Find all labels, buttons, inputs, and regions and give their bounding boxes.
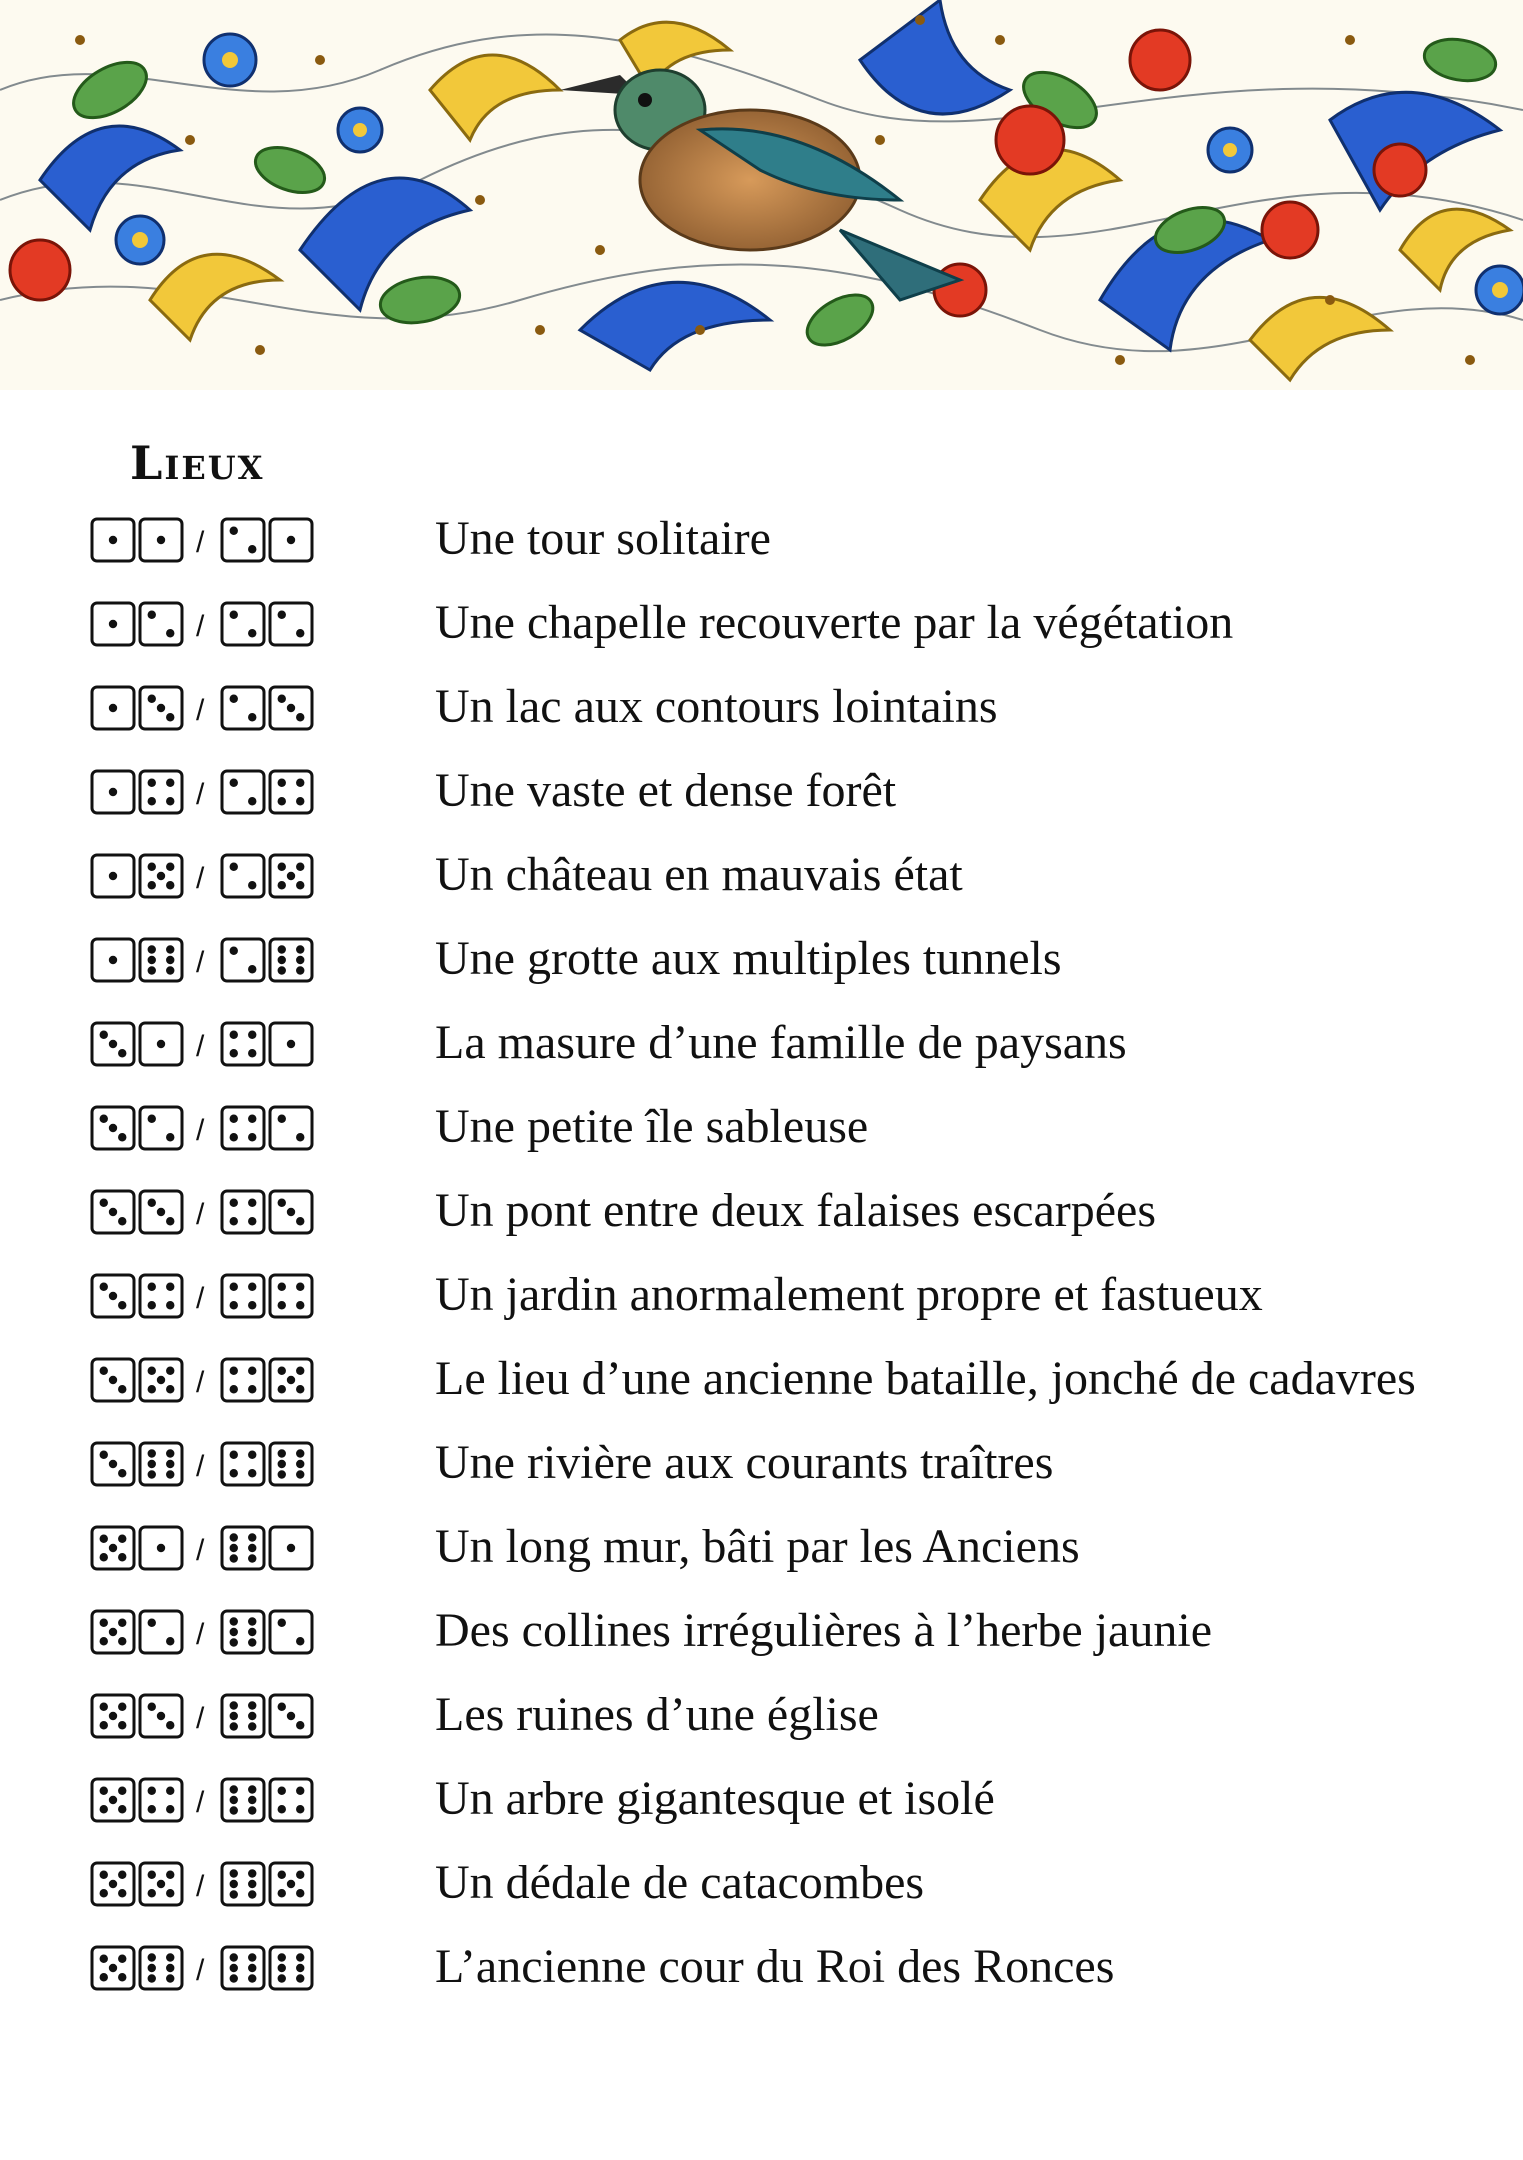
- die-face-icon: [222, 771, 264, 813]
- die-face-icon: [270, 939, 312, 981]
- illuminated-floral-banner: [0, 0, 1523, 390]
- dice-icons: [90, 1356, 350, 1406]
- die-face-icon: [270, 1527, 312, 1569]
- dice-icons: [90, 1944, 350, 1994]
- dice-icons: [90, 768, 350, 818]
- die-face-icon: [222, 1191, 264, 1233]
- dice-icons: [90, 1776, 350, 1826]
- dice-icons: [90, 852, 350, 902]
- die-face-icon: [140, 1191, 182, 1233]
- separator: /: [196, 1366, 205, 1399]
- separator: /: [196, 1282, 205, 1315]
- separator: /: [196, 1702, 205, 1735]
- dice-combination: [90, 1844, 435, 1928]
- dice-icons: [90, 1860, 350, 1910]
- die-face-icon: [140, 603, 182, 645]
- die-face-icon: [270, 1695, 312, 1737]
- location-label: Le lieu d’une ancienne bataille, jonché de cadavres: [435, 1352, 1416, 1405]
- die-face-icon: [270, 771, 312, 813]
- die-face-icon: [270, 519, 312, 561]
- dice-combination: [90, 500, 435, 584]
- table-row: [90, 1844, 1470, 1928]
- die-face-icon: [222, 939, 264, 981]
- table-row: [90, 1340, 1470, 1424]
- location-label: Des collines irrégulières à l’herbe jaunie: [435, 1604, 1212, 1657]
- location-label: Une rivière aux courants traîtres: [435, 1436, 1054, 1489]
- die-face-icon: [270, 1107, 312, 1149]
- die-face-icon: [270, 1275, 312, 1317]
- die-face-icon: [92, 771, 134, 813]
- dice-combination: [90, 668, 435, 752]
- dice-icons: [90, 516, 350, 566]
- dice-icons: [90, 600, 350, 650]
- die-face-icon: [222, 1527, 264, 1569]
- location-label: Un dédale de catacombes: [435, 1856, 925, 1909]
- dice-icons: [90, 1608, 350, 1658]
- die-face-icon: [270, 1191, 312, 1233]
- separator: /: [196, 1198, 205, 1231]
- table-row: [90, 1256, 1470, 1340]
- dice-combination: [90, 1424, 435, 1508]
- die-face-icon: [92, 1947, 134, 1989]
- die-face-icon: [92, 1611, 134, 1653]
- table-row: [90, 836, 1470, 920]
- table-row: [90, 752, 1470, 836]
- separator: /: [196, 1954, 205, 1987]
- die-face-icon: [140, 1947, 182, 1989]
- dice-combination: [90, 836, 435, 920]
- die-face-icon: [222, 1275, 264, 1317]
- location-label: Les ruines d’une église: [435, 1688, 879, 1741]
- table-row: [90, 668, 1470, 752]
- table-row: [90, 1508, 1470, 1592]
- die-face-icon: [140, 519, 182, 561]
- die-face-icon: [92, 1443, 134, 1485]
- separator: /: [196, 610, 205, 643]
- table-row: [90, 500, 1470, 584]
- die-face-icon: [92, 1695, 134, 1737]
- die-face-icon: [222, 1359, 264, 1401]
- table-row: [90, 1676, 1470, 1760]
- locations-table: [90, 500, 1470, 2012]
- location-label: Un arbre gigantesque et isolé: [435, 1772, 995, 1825]
- separator: /: [196, 1114, 205, 1147]
- die-face-icon: [222, 1779, 264, 1821]
- die-face-icon: [140, 1527, 182, 1569]
- die-face-icon: [222, 855, 264, 897]
- dice-combination: [90, 1172, 435, 1256]
- die-face-icon: [92, 519, 134, 561]
- die-face-icon: [270, 1611, 312, 1653]
- dice-icons: [90, 684, 350, 734]
- die-face-icon: [222, 687, 264, 729]
- page-title: Lieux: [130, 436, 265, 490]
- die-face-icon: [222, 1695, 264, 1737]
- dice-combination: [90, 1004, 435, 1088]
- dice-combination: [90, 584, 435, 668]
- die-face-icon: [270, 603, 312, 645]
- location-label: Une chapelle recouverte par la végétation: [435, 596, 1234, 649]
- separator: /: [196, 1534, 205, 1567]
- location-label: Un château en mauvais état: [435, 848, 963, 901]
- dice-combination: [90, 1508, 435, 1592]
- die-face-icon: [270, 855, 312, 897]
- die-face-icon: [140, 1443, 182, 1485]
- separator: /: [196, 946, 205, 979]
- die-face-icon: [222, 603, 264, 645]
- die-face-icon: [222, 1863, 264, 1905]
- separator: /: [196, 778, 205, 811]
- die-face-icon: [222, 1107, 264, 1149]
- dice-icons: [90, 1188, 350, 1238]
- dice-icons: [90, 1272, 350, 1322]
- floral-bird-illustration: [0, 0, 1523, 390]
- dice-combination: [90, 1088, 435, 1172]
- die-face-icon: [140, 771, 182, 813]
- die-face-icon: [140, 1359, 182, 1401]
- dice-icons: [90, 1692, 350, 1742]
- die-face-icon: [222, 1023, 264, 1065]
- separator: /: [196, 694, 205, 727]
- separator: /: [196, 1030, 205, 1063]
- dice-combination: [90, 1340, 435, 1424]
- die-face-icon: [140, 687, 182, 729]
- dice-icons: [90, 1104, 350, 1154]
- location-label: Une petite île sableuse: [435, 1100, 869, 1153]
- location-label: Un pont entre deux falaises escarpées: [435, 1184, 1157, 1237]
- dice-icons: [90, 1440, 350, 1490]
- location-label: Une vaste et dense forêt: [435, 764, 897, 817]
- table-row: [90, 1592, 1470, 1676]
- die-face-icon: [92, 603, 134, 645]
- location-label: La masure d’une famille de paysans: [435, 1016, 1127, 1069]
- dice-combination: [90, 752, 435, 836]
- die-face-icon: [222, 1611, 264, 1653]
- dice-combination: [90, 1592, 435, 1676]
- die-face-icon: [140, 939, 182, 981]
- die-face-icon: [92, 855, 134, 897]
- separator: /: [196, 1786, 205, 1819]
- location-label: Un jardin anormalement propre et fastueux: [435, 1268, 1263, 1321]
- table-row: [90, 1004, 1470, 1088]
- die-face-icon: [222, 519, 264, 561]
- dice-icons: [90, 1524, 350, 1574]
- location-label: Un lac aux contours lointains: [435, 680, 998, 733]
- die-face-icon: [222, 1443, 264, 1485]
- dice-combination: [90, 1928, 435, 2012]
- die-face-icon: [222, 1947, 264, 1989]
- table-row: [90, 1172, 1470, 1256]
- die-face-icon: [270, 687, 312, 729]
- separator: /: [196, 1618, 205, 1651]
- location-label: Une tour solitaire: [435, 512, 771, 565]
- die-face-icon: [140, 855, 182, 897]
- separator: /: [196, 1870, 205, 1903]
- die-face-icon: [140, 1023, 182, 1065]
- dice-icons: [90, 1020, 350, 1070]
- location-label: Une grotte aux multiples tunnels: [435, 932, 1062, 985]
- die-face-icon: [92, 1863, 134, 1905]
- die-face-icon: [140, 1275, 182, 1317]
- die-face-icon: [92, 939, 134, 981]
- die-face-icon: [92, 1779, 134, 1821]
- die-face-icon: [92, 1023, 134, 1065]
- dice-combination: [90, 1760, 435, 1844]
- die-face-icon: [92, 1191, 134, 1233]
- die-face-icon: [270, 1359, 312, 1401]
- table-row: [90, 920, 1470, 1004]
- location-label: L’ancienne cour du Roi des Ronces: [435, 1940, 1115, 1993]
- die-face-icon: [270, 1863, 312, 1905]
- die-face-icon: [270, 1443, 312, 1485]
- separator: /: [196, 526, 205, 559]
- separator: /: [196, 1450, 205, 1483]
- dice-combination: [90, 1676, 435, 1760]
- location-label: Un long mur, bâti par les Anciens: [435, 1520, 1080, 1573]
- table-row: [90, 1088, 1470, 1172]
- die-face-icon: [270, 1023, 312, 1065]
- die-face-icon: [92, 687, 134, 729]
- die-face-icon: [140, 1863, 182, 1905]
- table-row: [90, 1928, 1470, 2012]
- table-row: [90, 584, 1470, 668]
- die-face-icon: [140, 1779, 182, 1821]
- die-face-icon: [92, 1527, 134, 1569]
- dice-combination: [90, 1256, 435, 1340]
- die-face-icon: [270, 1779, 312, 1821]
- dice-icons: [90, 936, 350, 986]
- table-row: [90, 1424, 1470, 1508]
- die-face-icon: [92, 1107, 134, 1149]
- die-face-icon: [92, 1275, 134, 1317]
- die-face-icon: [140, 1611, 182, 1653]
- dice-combination: [90, 920, 435, 1004]
- separator: /: [196, 862, 205, 895]
- table-row: [90, 1760, 1470, 1844]
- die-face-icon: [140, 1695, 182, 1737]
- die-face-icon: [270, 1947, 312, 1989]
- die-face-icon: [140, 1107, 182, 1149]
- die-face-icon: [92, 1359, 134, 1401]
